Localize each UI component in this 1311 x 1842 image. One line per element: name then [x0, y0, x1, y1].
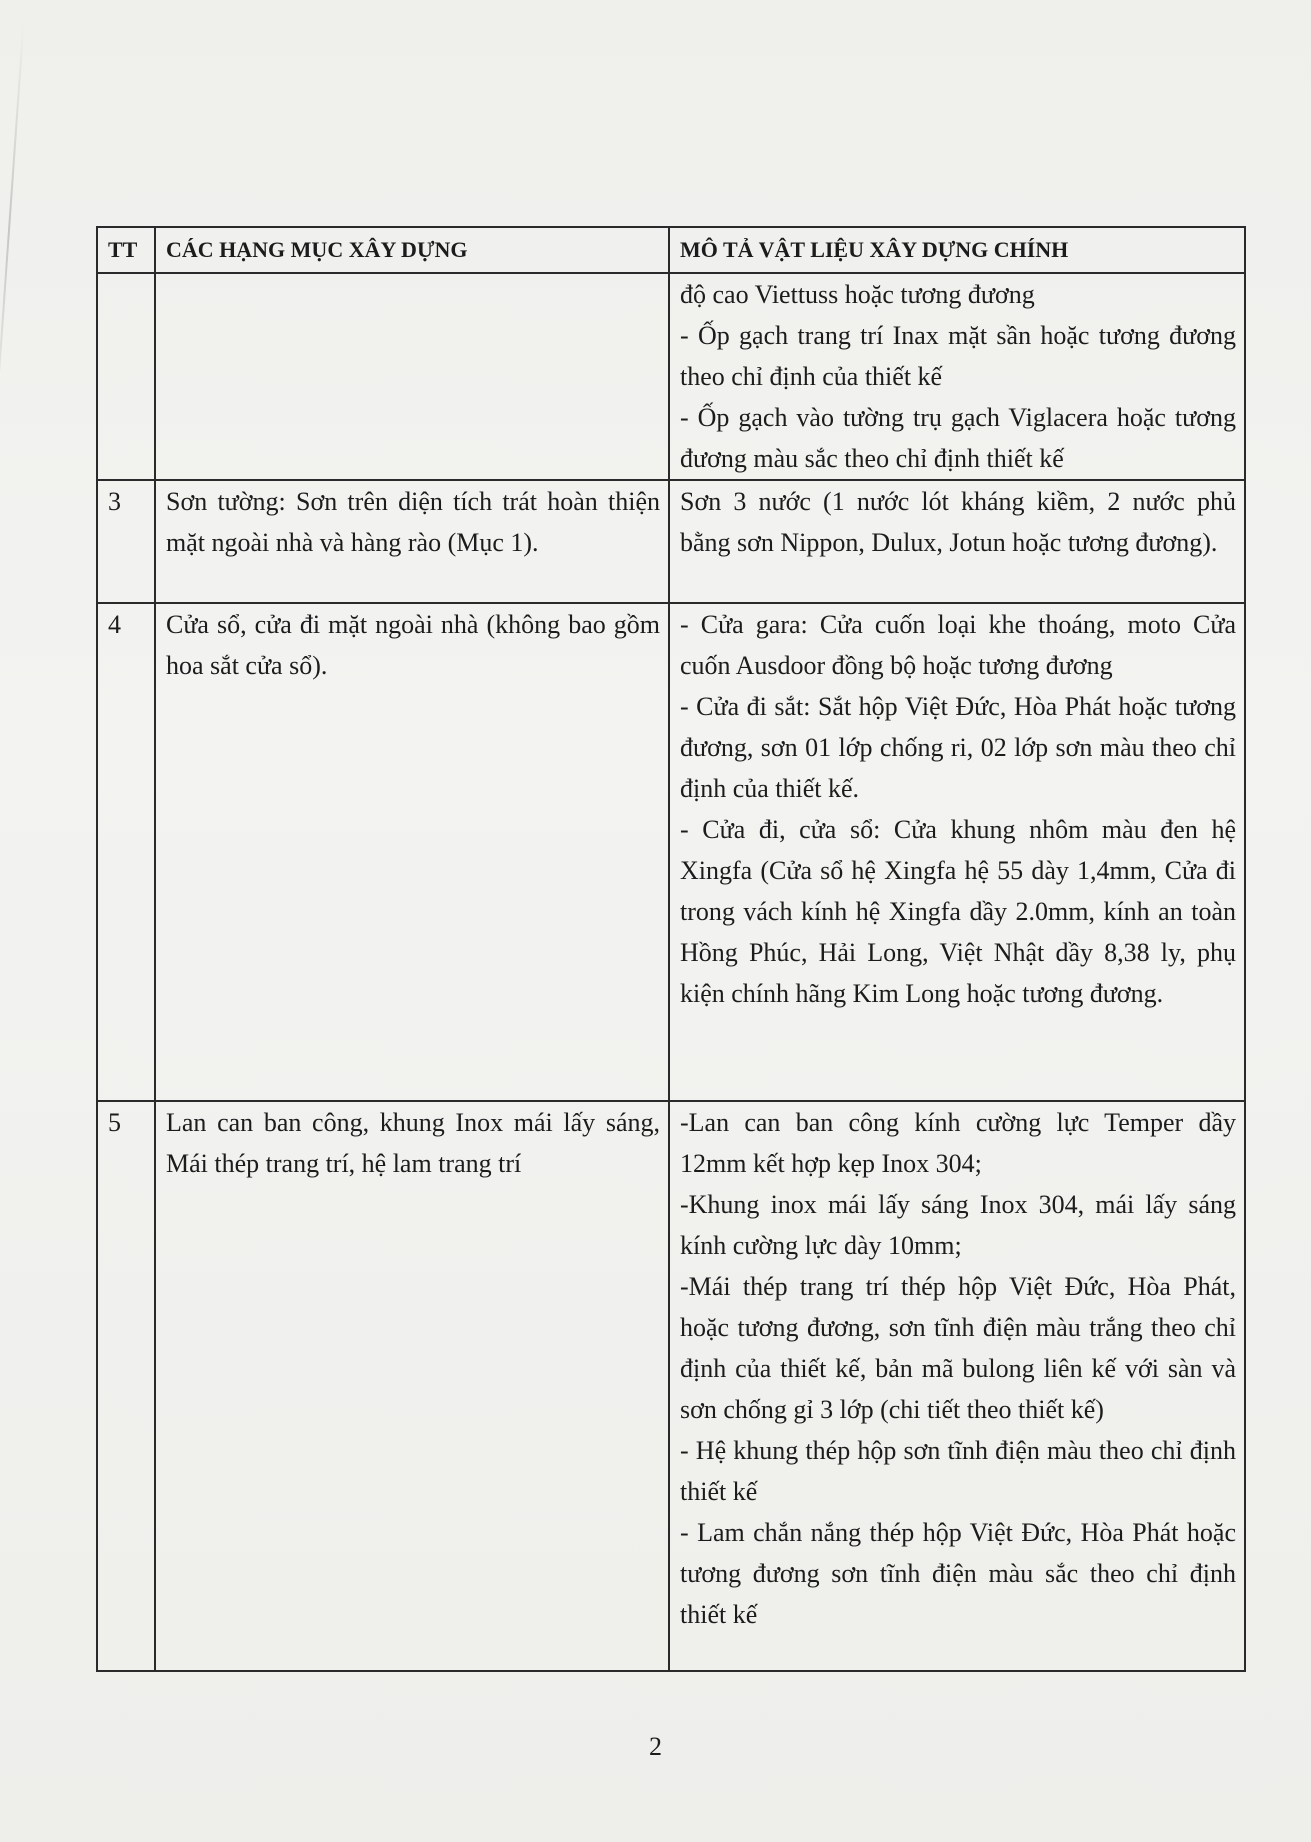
- table-row: [97, 273, 1245, 480]
- table-header-row: [97, 227, 1245, 273]
- header-tt: TT: [97, 227, 155, 273]
- description-line: Sơn 3 nước (1 nước lót kháng kiềm, 2 nước phủ bằng sơn Nippon, Dulux, Jotun hoặc tương đương).: [680, 487, 1236, 557]
- row-description: [669, 1101, 1245, 1671]
- description-line: độ cao Viettuss hoặc tương đương: [680, 280, 1035, 309]
- description-line: - Ốp gạch trang trí Inax mặt sần hoặc tương đương theo chỉ định của thiết kế: [680, 321, 1236, 391]
- description-line: -Lan can ban công kính cường lực Temper dầy 12mm kết hợp kẹp Inox 304;: [680, 1108, 1236, 1178]
- row-number: 3: [97, 480, 155, 603]
- row-description: [669, 273, 1245, 480]
- table-row: [97, 480, 1245, 603]
- header-item: CÁC HẠNG MỤC XÂY DỰNG: [155, 227, 669, 273]
- row-item: Cửa sổ, cửa đi mặt ngoài nhà (không bao gồm hoa sắt cửa sổ).: [155, 603, 669, 1101]
- description-line: - Lam chắn nắng thép hộp Việt Đức, Hòa Phát hoặc tương đương sơn tĩnh điện màu sắc theo chỉ định thiết kế: [680, 1518, 1236, 1629]
- row-item: Lan can ban công, khung Inox mái lấy sáng, Mái thép trang trí, hệ lam trang trí: [155, 1101, 669, 1671]
- row-item: Sơn tường: Sơn trên diện tích trát hoàn thiện mặt ngoài nhà và hàng rào (Mục 1).: [155, 480, 669, 603]
- table-row: [97, 1101, 1245, 1671]
- description-line: - Cửa gara: Cửa cuốn loại khe thoáng, moto Cửa cuốn Ausdoor đồng bộ hoặc tương đương: [680, 610, 1236, 680]
- description-line: - Cửa đi, cửa sổ: Cửa khung nhôm màu đen hệ Xingfa (Cửa sổ hệ Xingfa hệ 55 dày 1,4mm, Cửa đi trong vách kính hệ Xingfa dầy 2.0mm, kính an toàn Hồng Phúc, Hải Long, Việt Nhật dầy 8,38 ly, phụ kiện chính hãng Kim Long hoặc tương đương.: [680, 815, 1236, 1008]
- row-description: [669, 480, 1245, 603]
- row-number: 5: [97, 1101, 155, 1671]
- table-row: [97, 603, 1245, 1101]
- description-line: - Cửa đi sắt: Sắt hộp Việt Đức, Hòa Phát hoặc tương đương, sơn 01 lớp chống ri, 02 lớp sơn màu theo chỉ định của thiết kế.: [680, 692, 1236, 803]
- row-number: [97, 273, 155, 480]
- row-description: [669, 603, 1245, 1101]
- construction-spec-table: [96, 226, 1246, 1672]
- description-line: - Hệ khung thép hộp sơn tĩnh điện màu theo chỉ định thiết kế: [680, 1436, 1236, 1506]
- scan-edge-shadow: [0, 20, 25, 439]
- description-line: -Khung inox mái lấy sáng Inox 304, mái lấy sáng kính cường lực dày 10mm;: [680, 1190, 1236, 1260]
- description-line: -Mái thép trang trí thép hộp Việt Đức, Hòa Phát, hoặc tương đương, sơn tĩnh điện màu trắng theo chỉ định của thiết kế, bản mã bulong liên kế với sàn và sơn chống gỉ 3 lớp (chi tiết theo thiết kế): [680, 1272, 1236, 1424]
- row-number: 4: [97, 603, 155, 1101]
- page-number: 2: [649, 1732, 662, 1761]
- row-item: [155, 273, 669, 480]
- header-desc: MÔ TẢ VẬT LIỆU XÂY DỰNG CHÍNH: [669, 227, 1245, 273]
- description-line: - Ốp gạch vào tường trụ gạch Viglacera hoặc tương đương màu sắc theo chỉ định thiết kế: [680, 403, 1236, 473]
